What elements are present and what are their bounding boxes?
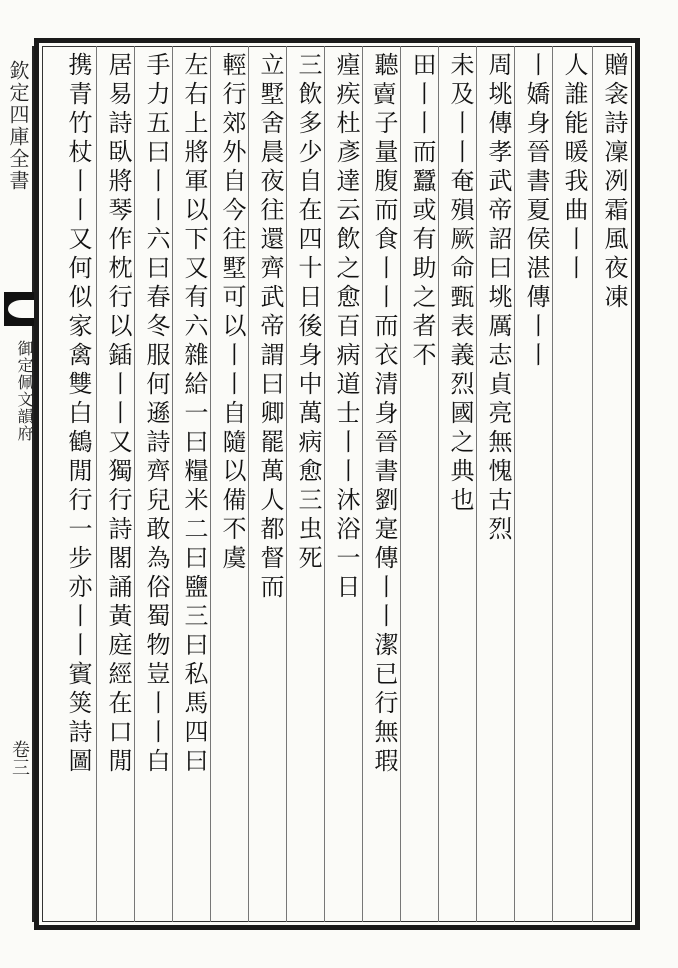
gutter-folio: 卷三 [9, 740, 30, 776]
text-column: 未及丨丨奄殞厥命甄表義烈國之典也 [446, 52, 474, 516]
text-column: 聽𧷗子量腹而食丨丨而衣清身晉書劉寔傳丨丨潔已行無瑕 [370, 52, 398, 777]
text-column: 周垗傳孝武帝詔曰垗厲志貞亮無愧古烈 [484, 52, 512, 545]
gutter-book-title: 欽定四庫全書 [6, 60, 30, 192]
text-column: 人誰能暖我曲丨丨 [560, 52, 588, 284]
text-column: 三飲多少自在四十日後身中萬病愈三虫死 [294, 52, 322, 574]
gutter-sub-title: 御定佩文韻府 [15, 340, 34, 442]
text-column: 丨嬌身晉書夏侯湛傳丨丨 [522, 52, 550, 371]
text-column: 立墅舍晨夜往還齊武帝謂曰卿罷萬人都督而 [256, 52, 284, 603]
text-column: 携青竹杖丨丨又何似家禽雙白鶴閒行一步亦丨丨賓䇲詩圖 [64, 52, 92, 777]
text-column: 㾮疾杜彥達云飲之愈百病道士丨丨沐浴一日 [332, 52, 360, 603]
text-column: 贈衾詩凜冽霜風夜凍 [600, 52, 628, 313]
text-column: 田丨丨而蠶或有助之者不 [408, 52, 436, 371]
text-column: 輕行郊外自今往墅可以丨丨自隨以備不虞 [218, 52, 246, 574]
text-column: 居易詩臥將琴作枕行以鍤丨丨又獨行詩閣誦黃庭經在口閒 [104, 52, 132, 777]
text-column: 左右上將軍以下又有六雜給一曰糧米二曰鹽三曰私馬四曰 [180, 52, 208, 777]
text-column: 手力五曰丨丨六曰春冬服何遜詩齊兒敢為俗蜀物豈丨丨白 [142, 52, 170, 777]
fish-tail-mark [4, 292, 36, 326]
